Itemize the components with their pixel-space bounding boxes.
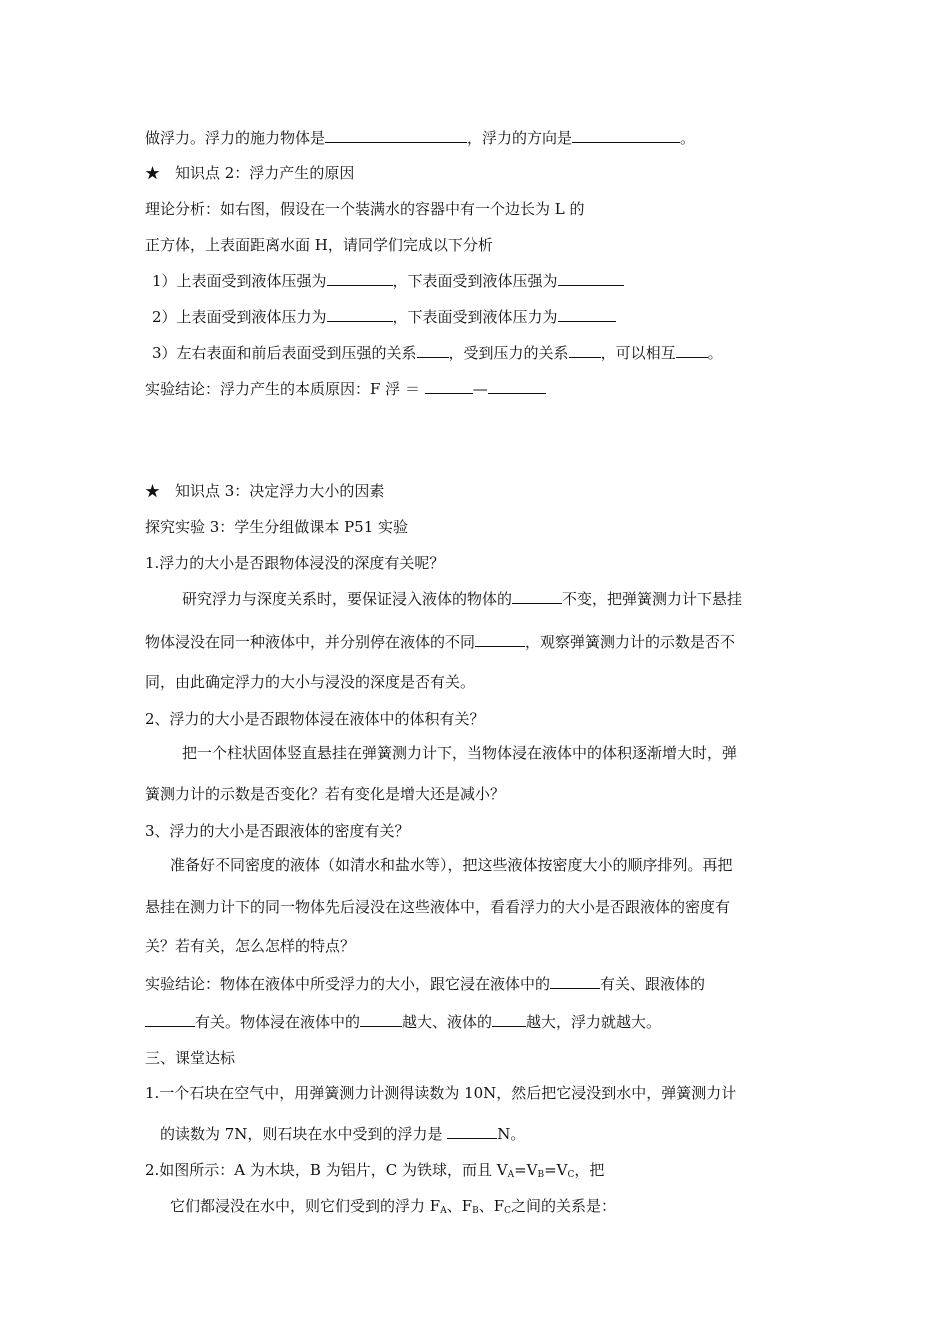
blank[interactable] bbox=[512, 589, 562, 604]
blank[interactable] bbox=[488, 379, 546, 394]
exercise-1: 1.一个石块在空气中，用弹簧测力计测得读数为 10N，然后把它浸没到水中，弹簧测力计 bbox=[145, 1084, 737, 1102]
line-03: 理论分析：如右图，假设在一个装满水的容器中有一个边长为 L 的 bbox=[145, 200, 585, 218]
line-20: 悬挂在测力计下的同一物体先后浸没在这些液体中，看看浮力的大小是否跟液体的密度有 bbox=[145, 898, 731, 916]
blank[interactable] bbox=[327, 307, 393, 322]
line-13: 物体浸没在同一种液体中，并分别停在液体的不同 ，观察弹簧测力计的示数是否不 bbox=[145, 633, 736, 651]
line-12: 研究浮力与深度关系时，要保证浸入液体的物体的 不变，把弹簧测力计下悬挂 bbox=[182, 590, 743, 608]
blank[interactable] bbox=[360, 1012, 402, 1027]
blank[interactable] bbox=[447, 1124, 497, 1139]
blank[interactable] bbox=[492, 1012, 526, 1027]
question-2: 2、浮力的大小是否跟物体浸在液体中的体积有关？ bbox=[145, 710, 485, 728]
question-1: 1.浮力的大小是否跟物体浸没的深度有关呢？ bbox=[145, 554, 445, 572]
blank[interactable] bbox=[558, 271, 624, 286]
blank[interactable] bbox=[569, 343, 601, 358]
line-04: 正方体，上表面距离水面 H，请同学们完成以下分析 bbox=[145, 236, 493, 254]
blank[interactable] bbox=[558, 307, 616, 322]
blank[interactable] bbox=[145, 1012, 195, 1027]
line-10: 探究实验 3：学生分组做课本 P51 实验 bbox=[145, 518, 409, 536]
line-26: 的读数为 7N，则石块在水中受到的浮力是 N。 bbox=[160, 1125, 526, 1143]
line-08: 实验结论：浮力产生的本质原因：F 浮 ＝ — bbox=[145, 379, 546, 399]
line-05: 1）上表面受到液体压强为 ，下表面受到液体压强为 bbox=[152, 271, 624, 291]
blank[interactable] bbox=[676, 343, 708, 358]
blank[interactable] bbox=[550, 974, 600, 989]
blank[interactable] bbox=[325, 128, 467, 143]
blank[interactable] bbox=[425, 379, 473, 394]
line-17: 簧测力计的示数是否变化？若有变化是增大还是减小？ bbox=[145, 785, 506, 803]
exercise-2: 2.如图所示：A 为木块，B 为铝片，C 为铁球，而且 $V_A=V_B=V_C$，把 bbox=[145, 1161, 605, 1180]
blank[interactable] bbox=[572, 128, 680, 143]
line-01: 做浮力。浮力的施力物体是 ，浮力的方向是 。 bbox=[145, 129, 696, 147]
line-16: 把一个柱状固体竖直悬挂在弹簧测力计下，当物体浸在液体中的体积逐渐增大时，弹 bbox=[182, 744, 738, 762]
line-06: 2）上表面受到液体压力为 ，下表面受到液体压力为 bbox=[152, 307, 616, 327]
line-14: 同，由此确定浮力的大小与浸没的深度是否有关。 bbox=[145, 673, 476, 691]
blank[interactable] bbox=[475, 632, 525, 647]
question-3: 3、浮力的大小是否跟液体的密度有关？ bbox=[145, 822, 410, 840]
line-21: 关？若有关，怎么怎样的特点？ bbox=[145, 937, 356, 955]
line-22: 实验结论：物体在液体中所受浮力的大小，跟它浸在液体中的 有关、跟液体的 bbox=[145, 975, 706, 993]
blank[interactable] bbox=[417, 343, 449, 358]
line-23: 有关。物体浸在液体中的 越大、液体的 越大，浮力就越大。 bbox=[145, 1012, 661, 1032]
section-heading-3-practice: 三、课堂达标 bbox=[145, 1049, 236, 1067]
section-heading-3: ★ 知识点 3：决定浮力大小的因素 bbox=[145, 482, 385, 500]
blank[interactable] bbox=[327, 271, 393, 286]
line-07: 3）左右表面和前后表面受到压强的关系 ，受到压力的关系 ，可以相互 。 bbox=[152, 344, 723, 362]
section-heading-2: ★ 知识点 2：浮力产生的原因 bbox=[145, 164, 355, 182]
line-19: 准备好不同密度的液体（如清水和盐水等），把这些液体按密度大小的顺序排列。再把 bbox=[170, 856, 733, 874]
line-28: 它们都浸没在水中，则它们受到的浮力 $F_A$、$F_B$、$F_C$之间的关系是： bbox=[170, 1197, 617, 1216]
